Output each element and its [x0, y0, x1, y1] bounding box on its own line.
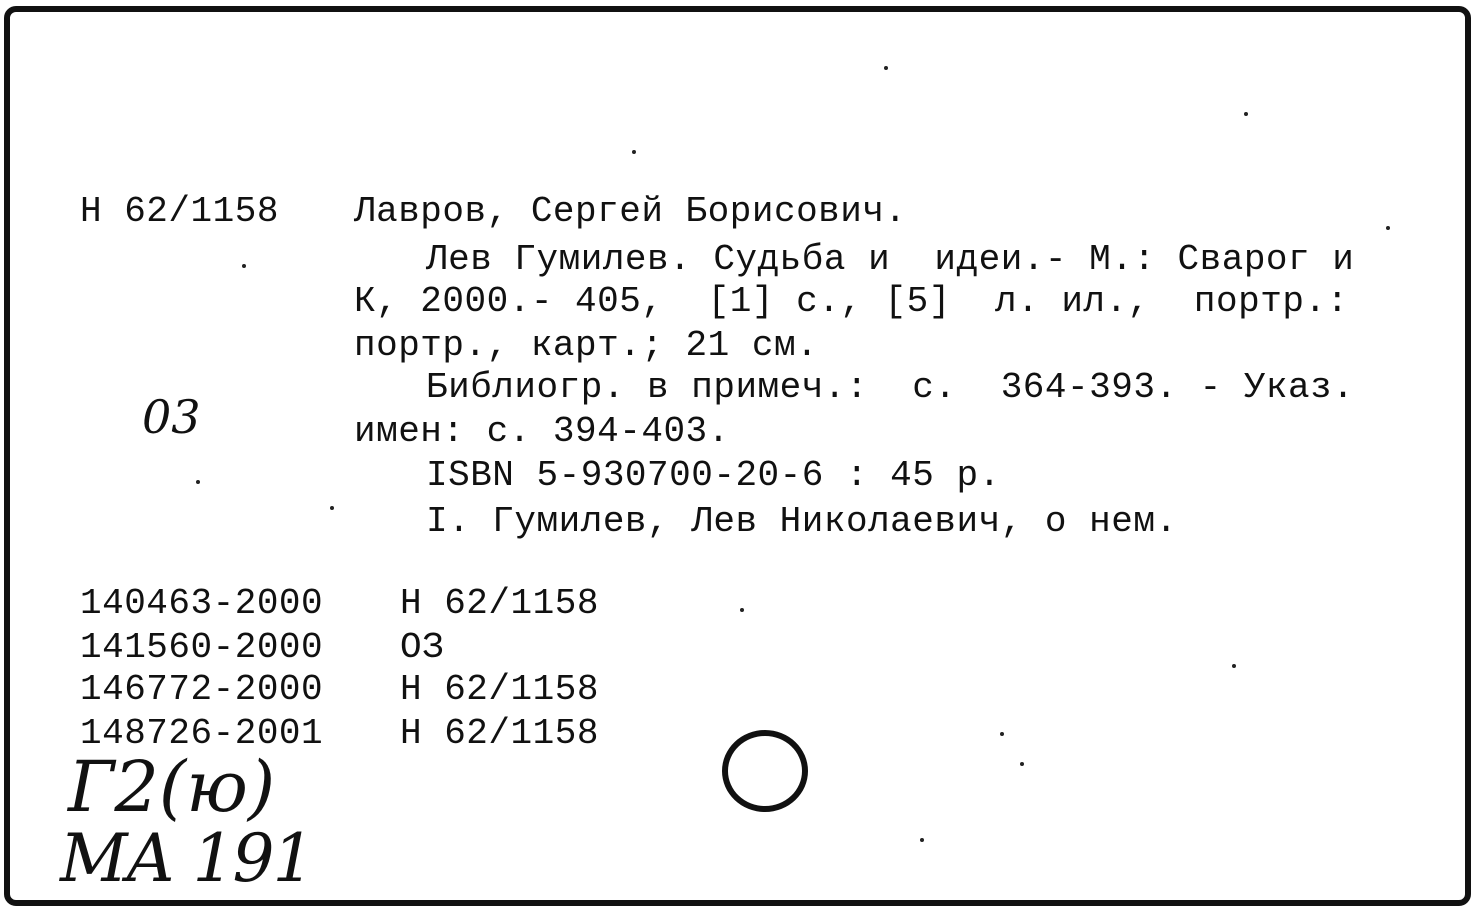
handwritten-shelf-note: Г2(ю) — [68, 746, 276, 828]
scan-speck — [740, 608, 744, 612]
holding-location: Н 62/1158 — [400, 669, 599, 710]
scan-speck — [1020, 762, 1024, 766]
scan-speck — [1244, 112, 1248, 116]
entry-physical-line: портр., карт.; 21 см. — [354, 325, 819, 366]
holding-location: Н 62/1158 — [400, 583, 599, 624]
holding-inventory: 146772-2000 — [80, 669, 324, 710]
entry-title-line: Лев Гумилев. Судьба и идеи.- М.: Сварог и — [426, 239, 1355, 280]
scan-speck — [196, 480, 200, 484]
scan-speck — [1386, 226, 1390, 230]
handwritten-shelf-note: МА 191 — [60, 820, 313, 897]
scan-speck — [884, 66, 888, 70]
scan-speck — [330, 506, 334, 510]
entry-isbn: ISBN 5-930700-20-6 : 45 р. — [426, 455, 1001, 496]
scan-speck — [1232, 664, 1236, 668]
holding-location: ОЗ — [400, 627, 445, 668]
scan-speck — [632, 150, 636, 154]
holding-inventory: 148726-2001 — [80, 713, 324, 754]
holding-inventory: 140463-2000 — [80, 583, 324, 624]
entry-author: Лавров, Сергей Борисович. — [354, 191, 907, 232]
call-number: Н 62/1158 — [80, 191, 279, 232]
scan-speck — [1000, 732, 1004, 736]
entry-notes-cont: имен: с. 394-403. — [354, 411, 730, 452]
holding-inventory: 141560-2000 — [80, 627, 324, 668]
handwritten-mark: 03 — [142, 390, 201, 444]
scan-speck — [242, 264, 246, 268]
holding-location: Н 62/1158 — [400, 713, 599, 754]
punch-hole — [722, 730, 808, 812]
entry-subject: I. Гумилев, Лев Николаевич, о нем. — [426, 501, 1178, 542]
scan-speck — [920, 838, 924, 842]
entry-notes-line: Библиогр. в примеч.: с. 364-393. - Указ. — [426, 367, 1355, 408]
entry-publication-line: К, 2000.- 405, [1] с., [5] л. ил., портр.: — [354, 281, 1349, 322]
